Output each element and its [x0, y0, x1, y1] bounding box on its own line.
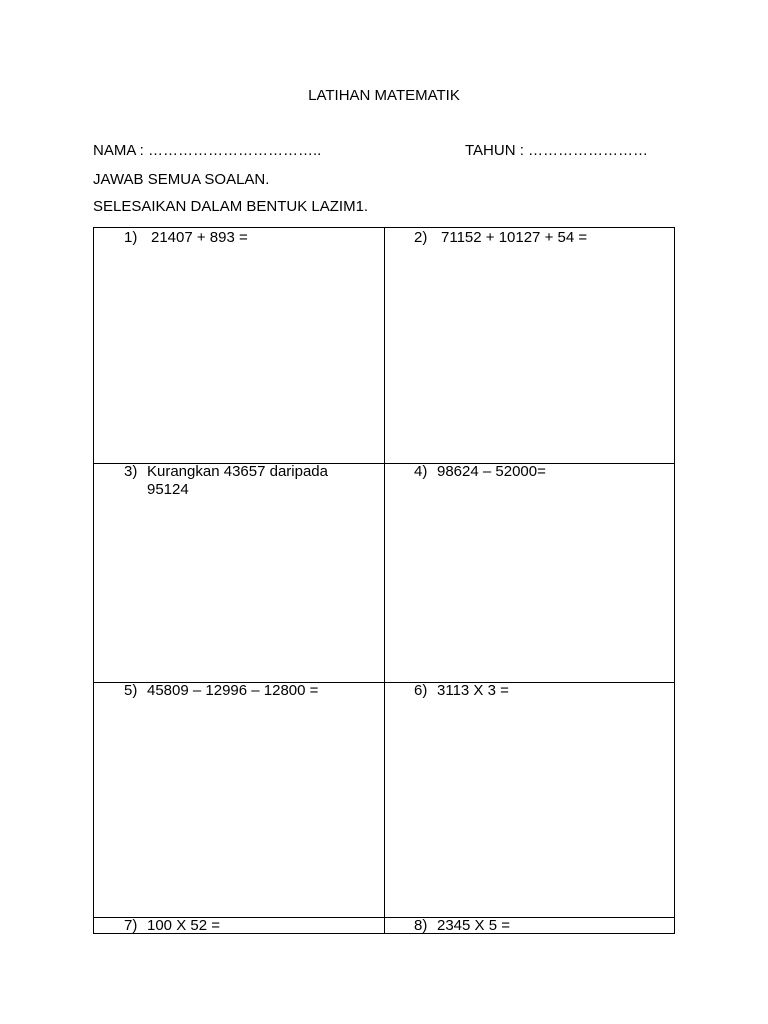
nama-field: NAMA : ……………………………..	[93, 142, 322, 159]
question-text: 2345 X 5 =	[437, 917, 510, 934]
question-text: 100 X 52 =	[147, 917, 220, 934]
question-7	[124, 917, 220, 935]
question-4	[414, 463, 546, 481]
question-text: 98624 – 52000=	[437, 463, 546, 480]
question-5	[124, 682, 318, 700]
question-number: 4)	[414, 463, 428, 480]
question-number: 2)	[414, 229, 428, 246]
question-number: 5)	[124, 682, 138, 699]
question-text: 45809 – 12996 – 12800 =	[147, 682, 319, 699]
question-text: Kurangkan 43657 daripada 95124	[147, 463, 328, 498]
question-1	[124, 229, 248, 247]
table-column-divider	[384, 228, 385, 933]
question-3	[124, 463, 344, 499]
instruction-answer-all: JAWAB SEMUA SOALAN.	[93, 171, 270, 188]
question-text: 3113 X 3 =	[437, 682, 509, 699]
question-table	[93, 227, 675, 934]
question-text: 71152 + 10127 + 54 =	[441, 229, 588, 246]
question-text: 21407 + 893 =	[151, 229, 248, 246]
question-number: 6)	[414, 682, 428, 699]
question-6	[414, 682, 509, 700]
question-number: 3)	[124, 463, 138, 480]
instruction-solve-form: SELESAIKAN DALAM BENTUK LAZIM1.	[93, 198, 369, 215]
tahun-field: TAHUN : ……………………	[465, 142, 649, 159]
question-2	[414, 229, 587, 247]
question-number: 7)	[124, 917, 138, 934]
question-8	[414, 917, 510, 935]
worksheet-title: LATIHAN MATEMATIK	[308, 87, 460, 104]
question-number: 8)	[414, 917, 428, 934]
question-number: 1)	[124, 229, 138, 246]
